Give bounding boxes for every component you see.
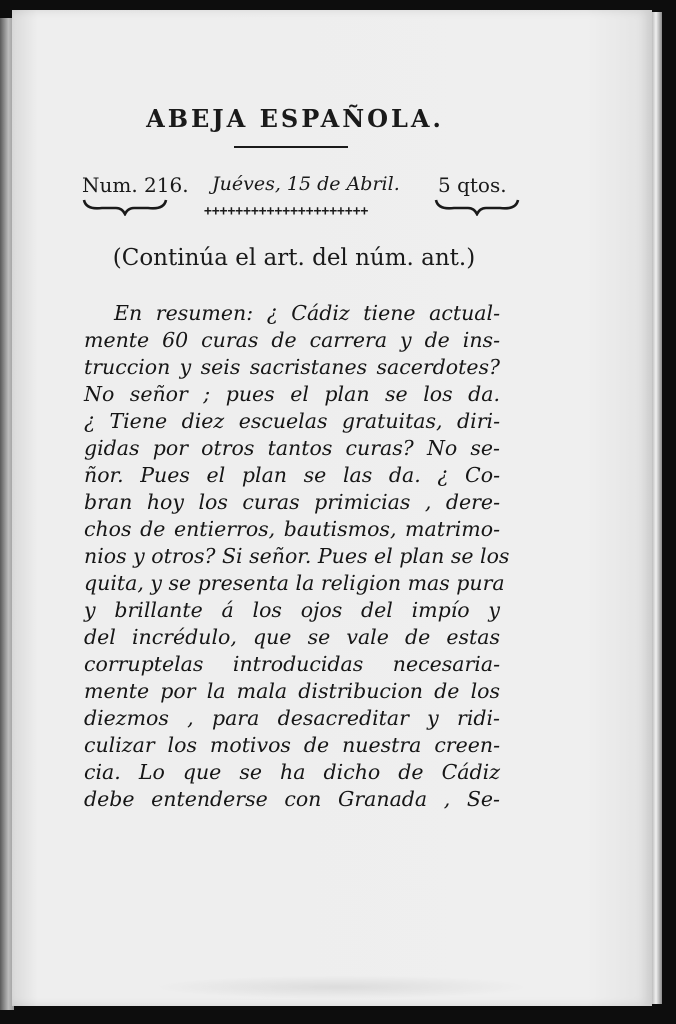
body-line: En resumen: ¿ Cádiz tiene actual-: [114, 301, 500, 325]
ornament-rule: +++++++++++++++++++++: [204, 204, 369, 219]
body-line: quita, y se presenta la religion mas pura: [84, 571, 505, 595]
body-line: mente 60 curas de carrera y de ins-: [84, 328, 500, 352]
body-line: No señor ; pues el plan se los da.: [84, 382, 500, 406]
body-line: truccion y seis sacristanes sacerdotes?: [84, 355, 500, 379]
body-line: ñor. Pues el plan se las da. ¿ Co-: [84, 463, 500, 487]
body-line: corruptelas introducidas necesaria-: [84, 652, 500, 676]
masthead-rule: [234, 146, 348, 148]
curly-brace-left: [82, 196, 168, 216]
issue-price: 5 qtos.: [438, 173, 507, 197]
bottom-stain: [150, 975, 530, 999]
body-line: ¿ Tiene diez escuelas gratuitas, diri-: [84, 409, 500, 433]
body-line: chos de entierros, bautismos, matrimo-: [84, 517, 500, 541]
body-line: debe entenderse con Granada , Se-: [84, 787, 500, 811]
body-line: cia. Lo que se ha dicho de Cádiz: [84, 760, 500, 784]
body-line: bran hoy los curas primicias , dere-: [84, 490, 500, 514]
issue-date: Juéves, 15 de Abril.: [212, 173, 400, 195]
article-body: [84, 300, 510, 813]
body-line: culizar los motivos de nuestra creen-: [84, 733, 500, 757]
body-line: diezmos , para desacreditar y ridi-: [84, 706, 500, 730]
body-line: mente por la mala distribucion de los: [84, 679, 500, 703]
body-line: nios y otros? Si señor. Pues el plan se los: [84, 544, 510, 568]
body-line: del incrédulo, que se vale de estas: [84, 625, 500, 649]
right-page-edge: [652, 12, 662, 1004]
masthead-title: ABEJA ESPAÑOLA.: [146, 104, 444, 133]
article-subtitle: (Continúa el art. del núm. ant.): [112, 245, 476, 271]
body-line: y brillante á los ojos del impío y: [84, 598, 500, 622]
curly-brace-right: [434, 196, 520, 216]
issue-number: Num. 216.: [82, 173, 189, 197]
body-line: gidas por otros tantos curas? No se-: [84, 436, 500, 460]
